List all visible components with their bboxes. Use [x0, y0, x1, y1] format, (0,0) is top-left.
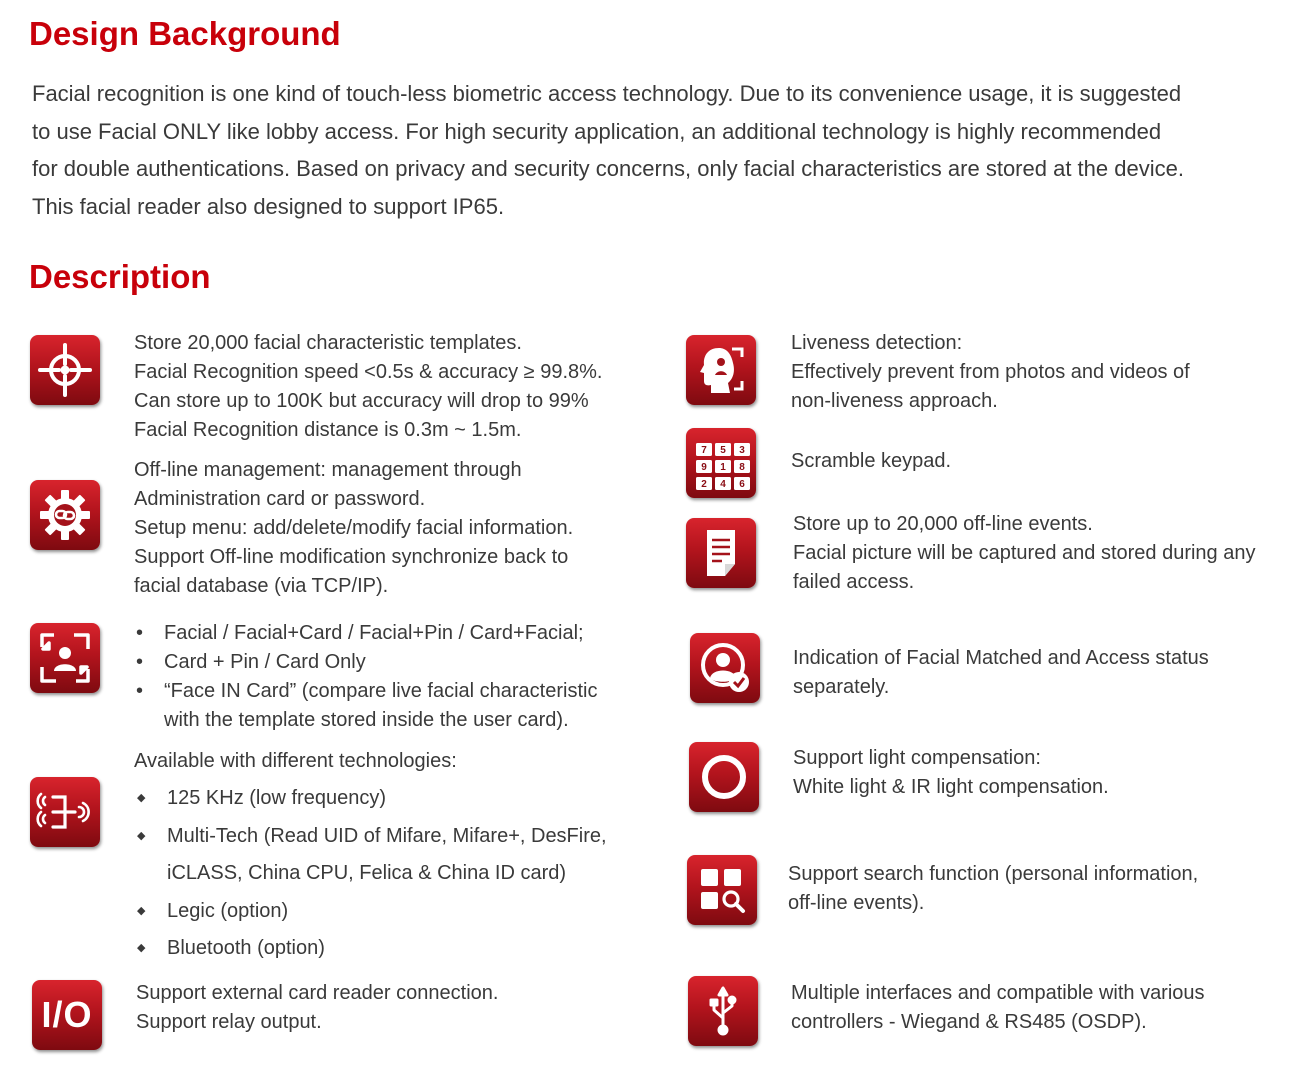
- keypad-key-label: 6: [739, 479, 745, 490]
- keypad-key-label: 3: [739, 445, 745, 456]
- crosshair-icon: [30, 335, 100, 405]
- list-item: • “Face IN Card” (compare live facial characteristic with the template stored inside the user card).: [134, 677, 597, 735]
- keypad-key-label: 8: [739, 462, 745, 473]
- templates-text: [134, 329, 602, 445]
- list-item: ◆ Legic (option): [134, 893, 607, 931]
- io-icon-label: I/O: [41, 994, 93, 1035]
- list-item: • Facial / Facial+Card / Facial+Pin / Card+Facial;: [134, 619, 597, 648]
- gear-icon: [30, 480, 100, 550]
- text-line: Store 20,000 facial characteristic templates.: [134, 332, 522, 354]
- keypad-key-label: 4: [720, 479, 726, 490]
- text-line: Store up to 20,000 off-line events.: [793, 513, 1093, 535]
- text-line: separately.: [793, 676, 890, 698]
- text-line: Liveness detection:: [791, 332, 963, 354]
- list-item: ◆ 125 KHz (low frequency): [134, 780, 607, 818]
- intro-line: to use Facial ONLY like lobby access. For high security application, an additional technology is highly recommended: [32, 118, 1162, 144]
- text-line: Facial picture will be captured and stored during any: [793, 542, 1256, 564]
- text-line: Support external card reader connection.: [136, 982, 499, 1004]
- user-check-icon: [690, 633, 760, 703]
- ring-icon: [689, 742, 759, 812]
- text-line: Support Off-line modification synchronize back to: [134, 546, 569, 568]
- text-line: failed access.: [793, 571, 915, 593]
- design-background-heading: Design Background: [29, 15, 341, 52]
- keypad-key-label: 5: [720, 445, 726, 456]
- text-line: Indication of Facial Matched and Access status: [793, 647, 1209, 669]
- io-text: [136, 979, 498, 1037]
- intro-line: Facial recognition is one kind of touch-less biometric access technology. Due to its convenience usage, it is suggested: [32, 81, 1182, 106]
- usb-icon: [688, 976, 758, 1046]
- text-line: Effectively prevent from photos and videos of: [791, 361, 1190, 383]
- search-text: [788, 860, 1198, 918]
- technologies-text: [134, 747, 607, 968]
- events-text: [793, 510, 1255, 597]
- design-background-text: [32, 75, 1294, 225]
- intro-line: This facial reader also designed to support IP65.: [32, 193, 505, 219]
- technologies-list: [134, 780, 607, 968]
- description-heading: Description: [29, 258, 211, 295]
- io-icon: [32, 980, 102, 1050]
- intro-line: for double authentications. Based on privacy and security concerns, only facial characteristics are stored at the device.: [32, 156, 1184, 181]
- modes-list: [134, 619, 597, 735]
- keypad-icon: [686, 428, 756, 498]
- keypad-key-label: 7: [701, 445, 707, 456]
- text-line: Setup menu: add/delete/modify facial information.: [134, 517, 574, 539]
- text-line: off-line events).: [788, 892, 925, 914]
- text-line: Multiple interfaces and compatible with various: [791, 982, 1205, 1004]
- text-line: Can store up to 100K but accuracy will drop to 99%: [134, 390, 589, 412]
- grid-search-icon: [687, 855, 757, 925]
- document-icon: [686, 518, 756, 588]
- liveness-text: [791, 329, 1190, 416]
- text-line: Administration card or password.: [134, 488, 426, 510]
- text-line: White light & IR light compensation.: [793, 776, 1109, 798]
- text-line: non-liveness approach.: [791, 390, 998, 412]
- text-line: facial database (via TCP/IP).: [134, 575, 389, 597]
- text-line: Off-line management: management through: [134, 459, 522, 481]
- rfid-icon: [30, 777, 100, 847]
- text-line: Scramble keypad.: [791, 450, 952, 472]
- light-text: [793, 744, 1109, 802]
- interfaces-text: [791, 979, 1205, 1037]
- keypad-key-label: 1: [720, 462, 726, 473]
- face-scan-icon: [686, 335, 756, 405]
- keypad-text: [791, 447, 951, 476]
- indication-text: [793, 644, 1209, 702]
- list-item: ◆ Multi-Tech (Read UID of Mifare, Mifare+, DesFire, iCLASS, China CPU, Felica & China ID card): [134, 818, 607, 893]
- text-line: Facial Recognition speed <0.5s & accuracy ≥ 99.8%.: [134, 361, 603, 383]
- list-item: ◆ Bluetooth (option): [134, 930, 607, 968]
- user-exchange-icon: [30, 623, 100, 693]
- modes-text: [134, 619, 597, 735]
- text-line: controllers - Wiegand & RS485 (OSDP).: [791, 1011, 1147, 1033]
- text-line: Facial Recognition distance is 0.3m ~ 1.5m.: [134, 419, 522, 441]
- keypad-key-label: 9: [701, 462, 707, 473]
- text-line: Available with different technologies:: [134, 750, 457, 772]
- text-line: Support relay output.: [136, 1011, 322, 1033]
- offline-text: [134, 456, 573, 601]
- keypad-key-label: 2: [701, 479, 707, 490]
- text-line: Support search function (personal information,: [788, 863, 1199, 885]
- text-line: Support light compensation:: [793, 747, 1041, 769]
- list-item: • Card + Pin / Card Only: [134, 648, 597, 677]
